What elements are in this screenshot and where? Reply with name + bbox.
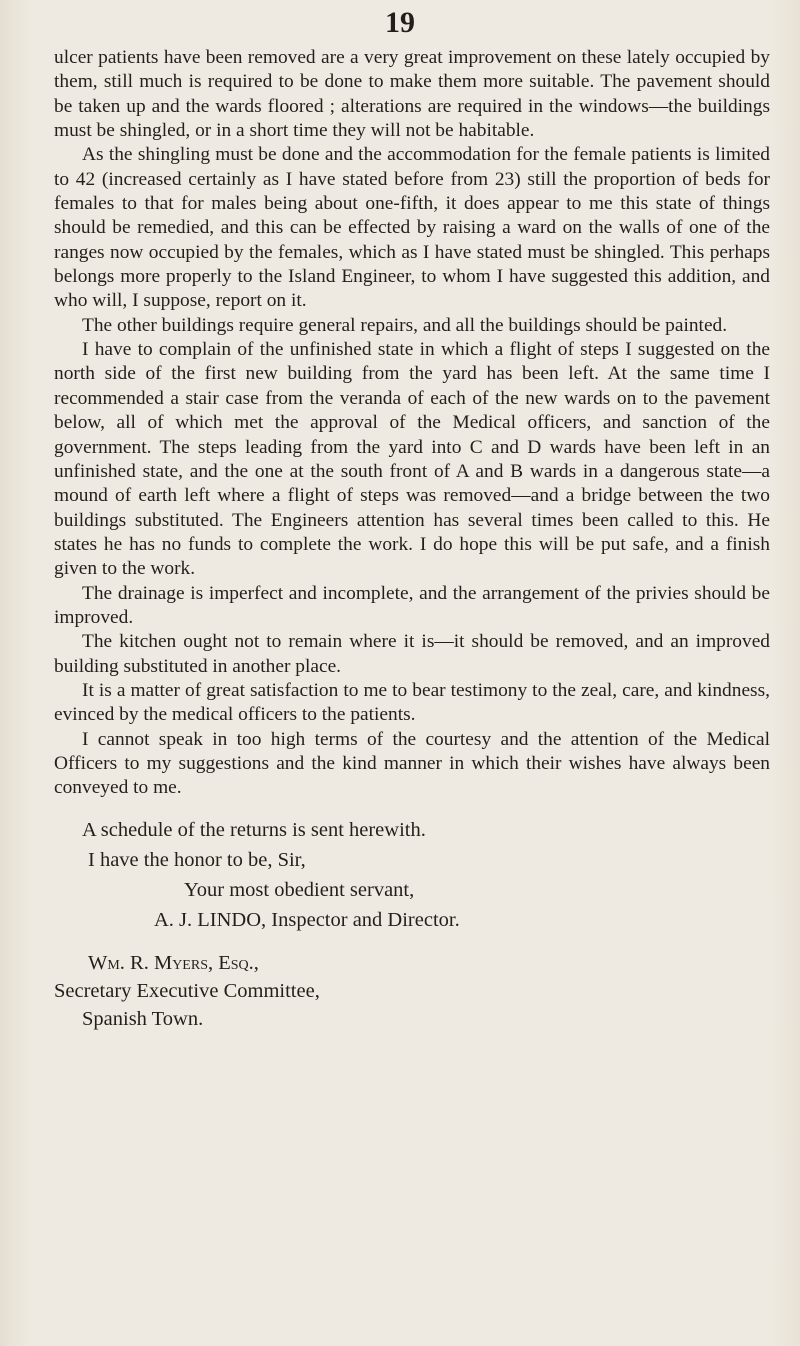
valediction: Your most obedient servant,	[184, 878, 415, 901]
addressee-block	[54, 949, 770, 1033]
letter-closing	[54, 815, 770, 935]
paragraph-4: I have to complain of the unfinished state in which a flight of steps I suggested on the north side of the first new building from the yard has been left. At the same time I recommended a stair case from the veranda of each of the new wards on to the pavement below, all of which met the approval of the Medical officers, and sanction of the government. The steps leading from the yard into C and D wards have been left in an unfinished state, and the one at the south front of A and B wards in a dangerous state—a mound of earth left where a flight of steps was removed—and a bridge between the two buildings substituted. The Engineers attention has several times been called to this. He states he has no funds to complete the work. I do hope this will be put safe, and a finish given to the work.	[54, 339, 770, 580]
addressee-place: Spanish Town.	[82, 1007, 204, 1030]
paragraph-5: The drainage is imperfect and incomplete, and the arrangement of the privies should be improved.	[54, 582, 770, 628]
salutation: I have the honor to be, Sir,	[88, 848, 306, 871]
addressee-name: Wm. R. Myers, Esq.,	[88, 951, 259, 974]
signature: A. J. LINDO, Inspector and Director.	[154, 908, 460, 931]
addressee-title: Secretary Executive Committee,	[54, 979, 320, 1002]
paragraph-1: ulcer patients have been removed are a very great improvement on these lately occupied by them, still much is required to be done to make them more suitable. The pavement should be taken up and the wards floored ; alterations are required in the windows—the buildings must be shingled, or in a short time they will not be habitable.	[54, 47, 770, 142]
page-number: 19	[385, 6, 415, 39]
paragraph-8: I cannot speak in too high terms of the courtesy and the attention of the Medical Officers to my suggestions and the kind manner in which their wishes have always been conveyed to me.	[54, 728, 770, 799]
paragraph-6: The kitchen ought not to remain where it is—it should be removed, and an improved building substituted in another place.	[54, 631, 770, 677]
schedule-note: A schedule of the returns is sent herewith.	[82, 818, 426, 841]
paragraph-7: It is a matter of great satisfaction to me to bear testimony to the zeal, care, and kindness, evinced by the medical officers to the patients.	[54, 679, 770, 726]
letter-body	[54, 46, 770, 1033]
paragraph-2: As the shingling must be done and the accommodation for the female patients is limited to 42 (increased certainly as I have stated before from 23) still the proportion of beds for females to that for males being about one-fifth, it does appear to me this state of things should be remedied, and this can be effected by raising a ward on the walls of one of the ranges now occupied by the females, which as I have stated must be shingled. This perhaps belongs more properly to the Island Engineer, to whom I have suggested this addition, and who will, I suppose, report on it.	[54, 144, 770, 312]
paragraph-3: The other buildings require general repairs, and all the buildings should be painted.	[82, 314, 728, 336]
